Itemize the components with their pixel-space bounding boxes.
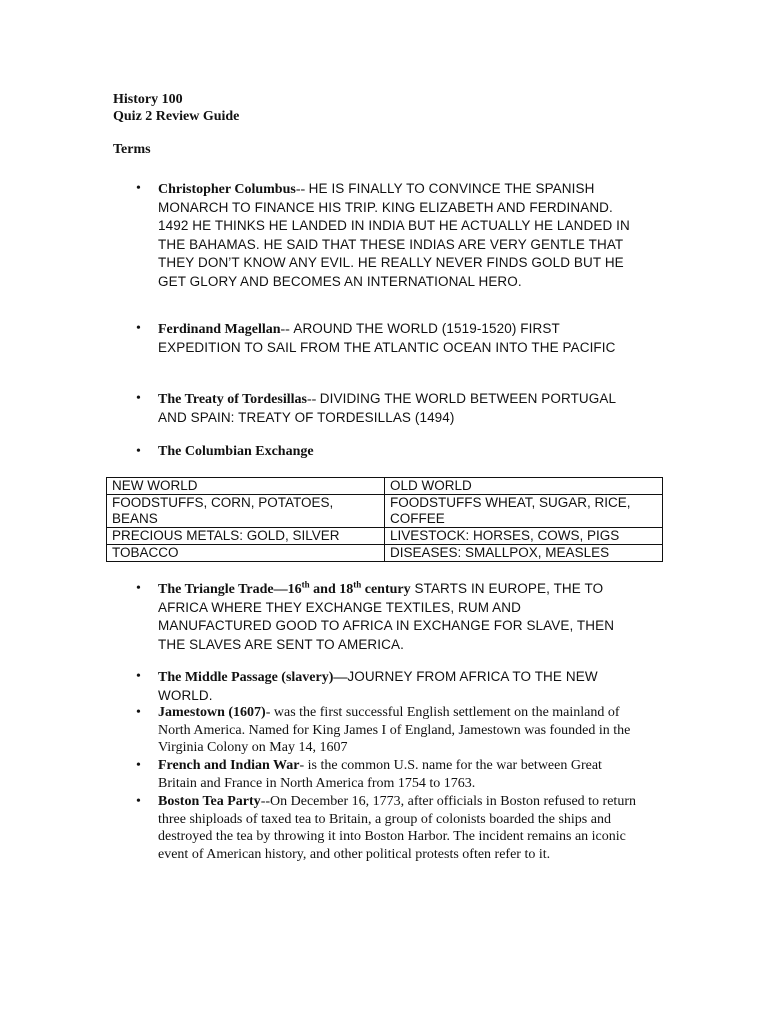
table-row — [107, 528, 663, 545]
term-description: STARTS IN EUROPE, THE TO AFRICA WHERE THEY EXCHANGE TEXTILES, RUM AND MANUFACTURED GOOD TO AFRICA IN EXCHANGE FOR SLAVE, THEN THE SLAVES ARE SENT TO AMERICA. — [158, 581, 615, 652]
table-header-cell: OLD WORLD — [385, 478, 663, 495]
term-label: The Columbian Exchange — [158, 444, 314, 459]
bullet-icon: • — [136, 705, 141, 720]
table-row — [107, 478, 663, 495]
list-item — [136, 580, 638, 654]
table-cell: FOODSTUFFS, CORN, POTATOES, BEANS — [107, 495, 385, 528]
term-description: On December 16, 1773, after officials in Boston refused to return three shiploads of taxed tea to Britain, a group of colonists boarded the ships and destroyed the tea by throwing it into Boston Harbor. The incident remains an iconic event of American history, and other political protests often refer to it. — [158, 794, 636, 862]
list-item — [136, 793, 638, 863]
list-item — [136, 757, 638, 792]
bullet-icon: • — [136, 181, 141, 196]
term-label: French and Indian War — [158, 758, 300, 773]
table-cell: DISEASES: SMALLPOX, MEASLES — [385, 545, 663, 562]
bullet-icon: • — [136, 581, 141, 596]
bullet-icon: • — [136, 669, 141, 684]
bullet-icon: • — [136, 758, 141, 773]
term-separator: -- — [260, 794, 271, 809]
columbian-exchange-table — [106, 477, 663, 562]
bullet-icon: • — [136, 794, 141, 809]
course-title: History 100 — [113, 92, 183, 107]
list-item — [136, 443, 638, 461]
term-label: The Treaty of Tordesillas — [158, 392, 307, 407]
term-description: JOURNEY FROM AFRICA TO THE NEW WORLD. — [158, 669, 598, 703]
term-separator: -- — [295, 182, 309, 197]
term-separator: -- — [306, 392, 320, 407]
term-description: HE IS FINALLY TO CONVINCE THE SPANISH MONARCH TO FINANCE HIS TRIP. KING ELIZABETH AND FERDINAND. 1492 HE THINKS HE LANDED IN INDIA BUT HE ACTUALLY HE LANDED IN THE BAHAMAS. HE SAID THAT THESE INDIAS ARE VERY GENTLE THAT THEY DON’T KNOW ANY EVIL. HE REALLY NEVER FINDS GOLD BUT HE GET GLORY AND BECOMES AN INTERNATIONAL HERO. — [158, 181, 630, 289]
bullet-icon: • — [136, 391, 141, 406]
table-cell: PRECIOUS METALS: GOLD, SILVER — [107, 528, 385, 545]
list-item — [136, 390, 638, 427]
list-item — [136, 320, 638, 357]
term-description: DIVIDING THE WORLD BETWEEN PORTUGAL AND SPAIN: TREATY OF TORDESILLAS (1494) — [158, 391, 616, 425]
list-item — [136, 668, 638, 705]
term-separator: - — [299, 758, 308, 773]
term-label: Ferdinand Magellan — [158, 322, 281, 337]
guide-title: Quiz 2 Review Guide — [113, 109, 240, 124]
term-label: Christopher Columbus — [158, 182, 296, 197]
list-item — [136, 704, 638, 757]
term-label: Jamestown (1607) — [158, 705, 266, 720]
term-description: is the common U.S. name for the war between Great Britain and France in North America from 1754 to 1763. — [158, 758, 602, 791]
term-label: The Middle Passage (slavery)— — [158, 670, 348, 685]
term-description: was the first successful English settlement on the mainland of North America. Named for King James I of England, Jamestown was founded in the Virginia Colony on May 14, 1607 — [158, 705, 631, 755]
table-row — [107, 495, 663, 528]
bullet-icon: • — [136, 321, 141, 336]
term-label: Boston Tea Party — [158, 794, 261, 809]
table-cell: FOODSTUFFS WHEAT, SUGAR, RICE, COFFEE — [385, 495, 663, 528]
term-label: The Triangle Trade—16th and 18th century — [158, 579, 411, 597]
table-header-cell: NEW WORLD — [107, 478, 385, 495]
document-header — [113, 91, 239, 125]
list-item — [136, 180, 638, 291]
table-cell: TOBACCO — [107, 545, 385, 562]
term-separator: -- — [280, 322, 294, 337]
table-row — [107, 545, 663, 562]
term-separator: - — [265, 705, 274, 720]
term-description: AROUND THE WORLD (1519-1520) FIRST EXPEDITION TO SAIL FROM THE ATLANTIC OCEAN INTO THE PACIFIC — [158, 321, 616, 355]
table-cell: LIVESTOCK: HORSES, COWS, PIGS — [385, 528, 663, 545]
terms-heading: Terms — [113, 142, 151, 157]
bullet-icon: • — [136, 444, 141, 459]
